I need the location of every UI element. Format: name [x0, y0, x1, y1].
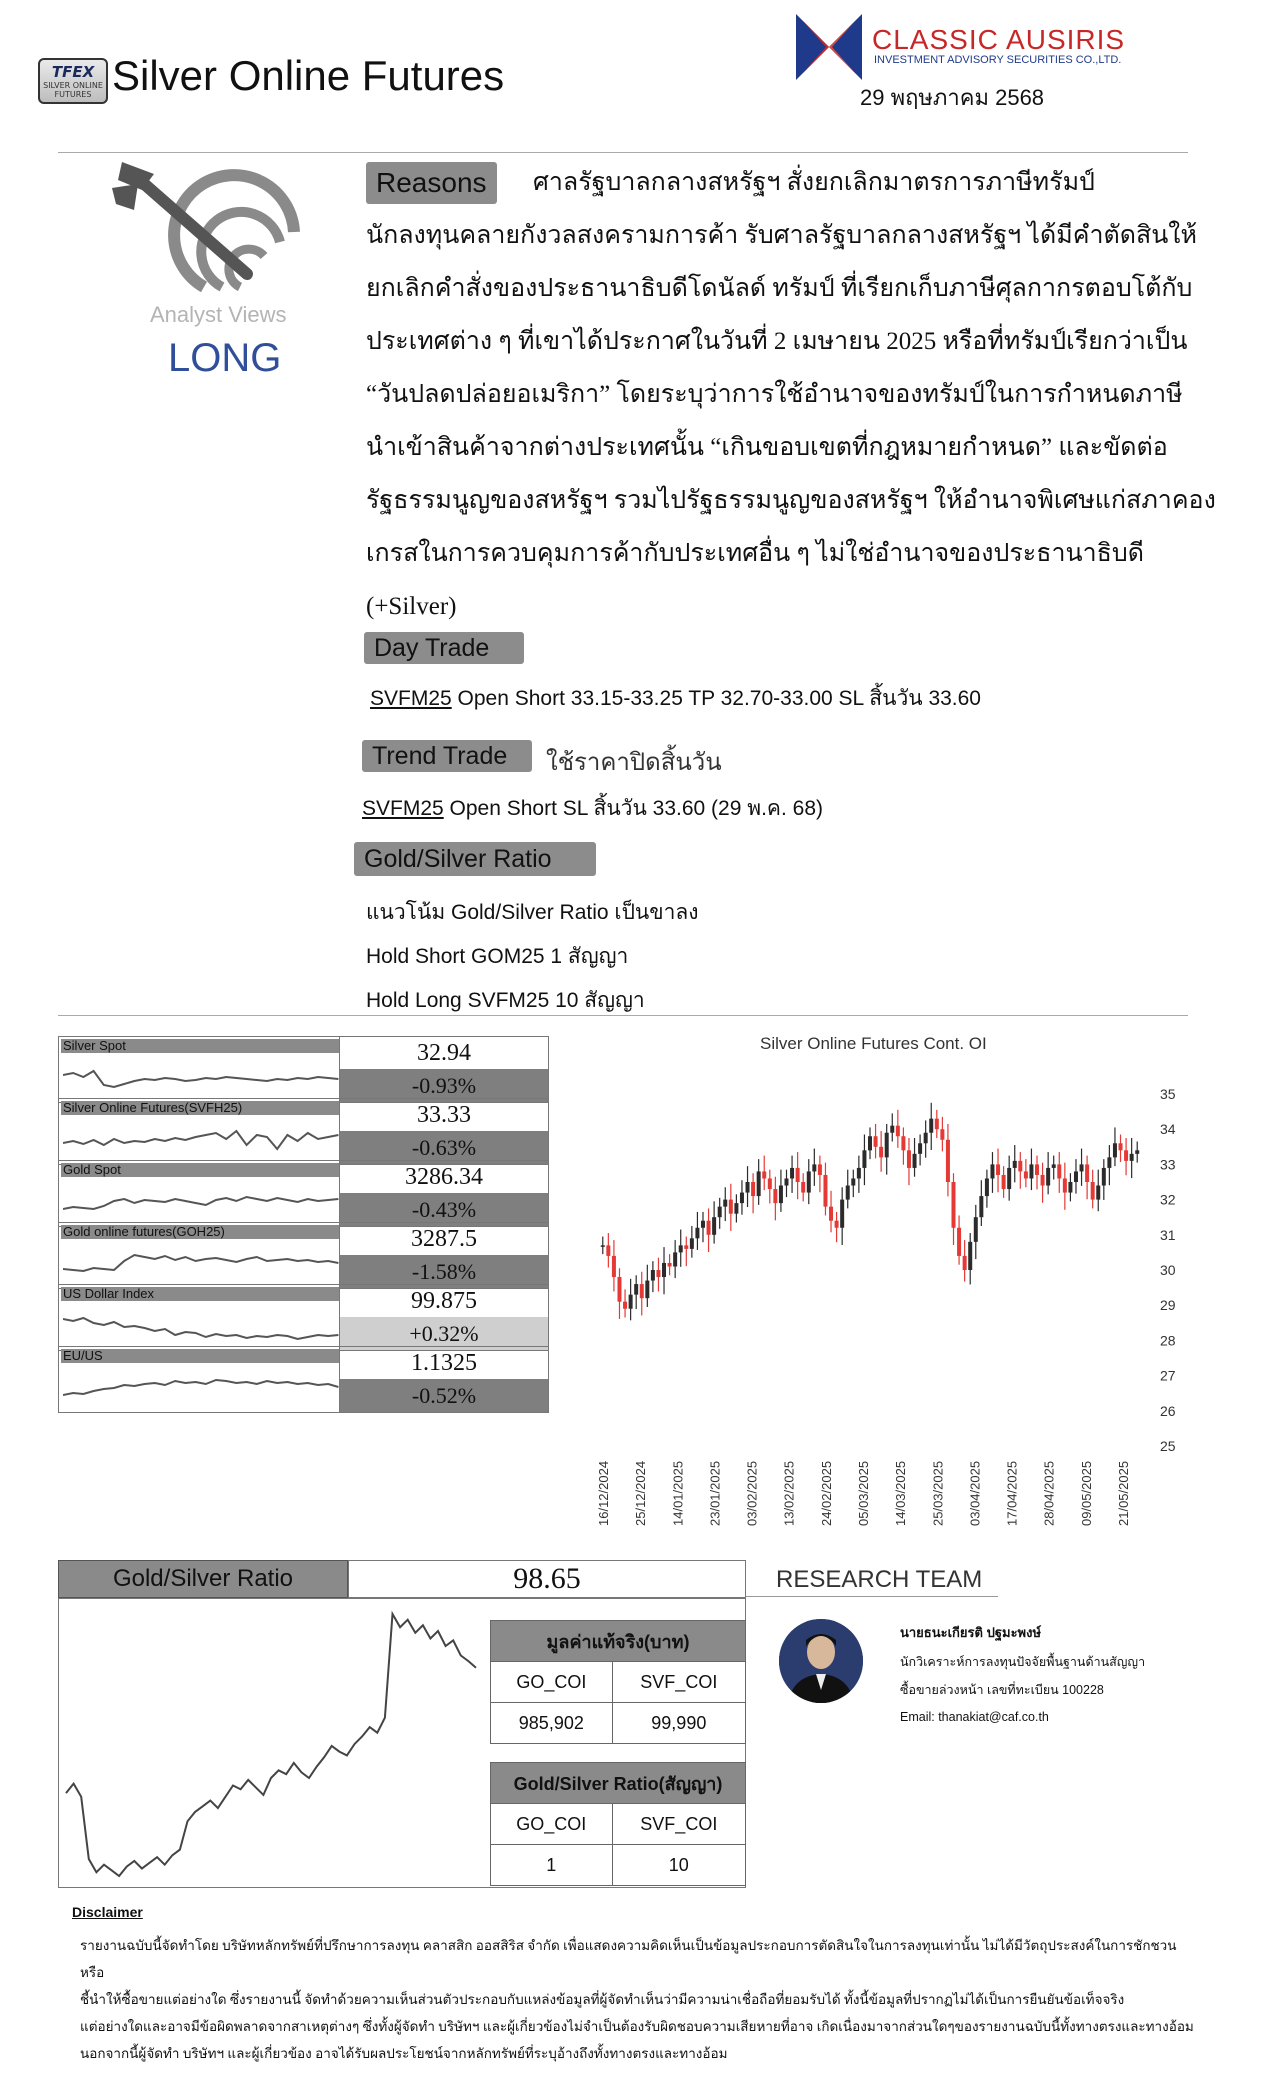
reasons-label: Reasons	[366, 162, 497, 204]
market-card-value: 32.94	[339, 1037, 548, 1069]
ratio-table-cell: 10	[612, 1845, 745, 1886]
market-card-label: EU/US	[61, 1349, 340, 1363]
x-tick-label: 09/05/2025	[1078, 1460, 1094, 1526]
candle-body	[929, 1119, 933, 1133]
ratio-table-cell: 1	[491, 1845, 613, 1886]
candle-body	[990, 1164, 994, 1178]
candle-body	[907, 1150, 911, 1168]
candle-body	[1091, 1182, 1095, 1200]
market-card	[58, 1036, 549, 1103]
market-card-sparkline	[63, 1179, 339, 1225]
market-card-label: US Dollar Index	[61, 1287, 340, 1301]
candle-body	[640, 1284, 644, 1298]
candle-body	[862, 1150, 866, 1168]
reasons-line: นำเข้าสินค้าจากต่างประเทศนั้น “เกินขอบเขตที่กฎหมายกำหนด” และขัดต่อ	[366, 434, 1168, 461]
analyst-avatar	[778, 1618, 864, 1704]
disclaimer-title: Disclaimer	[72, 1904, 143, 1920]
gs-ratio-box-value: 98.65	[348, 1560, 746, 1598]
value-table-header: GO_COI	[491, 1662, 613, 1703]
candle-body	[1135, 1150, 1139, 1154]
classic-ausiris-logo-icon	[796, 14, 862, 80]
gs-ratio-line-2: Hold Short GOM25 1 สัญญา	[366, 945, 629, 968]
candle-body	[740, 1193, 744, 1204]
candle-body	[734, 1203, 738, 1214]
candle-body	[629, 1295, 633, 1309]
x-tick-label: 16/12/2024	[596, 1460, 611, 1526]
market-card-label: Gold online futures(GOH25)	[61, 1225, 340, 1239]
candle-body	[762, 1171, 766, 1178]
candle-body	[684, 1245, 688, 1249]
candle-body	[885, 1133, 889, 1158]
candle-body	[712, 1217, 716, 1235]
gs-ratio-line-chart	[60, 1600, 490, 1886]
candle-body	[1052, 1164, 1056, 1168]
research-divider	[746, 1596, 998, 1597]
candle-body	[1057, 1164, 1061, 1178]
disclaimer-line: ชี้นำให้ซื้อขายแต่อย่างใด ซึ่งรายงานนี้ จัดทำด้วยความเห็นส่วนตัวประกอบกับแหล่งข้อมูลที่ผู้จัดทำเห็นว่ามีความน่าเชื่อถือที่ยอมรับได้ ทั้งนี้ข้อมูลที่ปรากฏไม่ได้เป็นการยืนยันข้อเท็จจริง	[80, 1992, 1125, 2007]
market-card	[58, 1098, 549, 1165]
candle-body	[1085, 1164, 1089, 1182]
candle-body	[768, 1178, 772, 1189]
candle-body	[656, 1270, 660, 1277]
candle-body	[1007, 1168, 1011, 1189]
candle-body	[1102, 1168, 1106, 1186]
candle-body	[1002, 1175, 1006, 1189]
candle-body	[823, 1175, 827, 1207]
x-tick-label: 03/04/2025	[967, 1460, 983, 1526]
candle-body	[846, 1186, 850, 1200]
candle-body	[968, 1242, 972, 1270]
candle-body	[940, 1129, 944, 1140]
value-table-header: SVF_COI	[612, 1662, 745, 1703]
candle-body	[1096, 1186, 1100, 1200]
x-tick-label: 25/12/2024	[633, 1460, 649, 1526]
x-tick-label: 14/01/2025	[670, 1460, 686, 1526]
candle-body	[979, 1196, 983, 1217]
y-tick-label: 34	[1160, 1121, 1176, 1138]
candle-body	[617, 1277, 621, 1302]
gs-ratio-line-3: Hold Long SVFM25 10 สัญญา	[366, 989, 645, 1012]
x-tick-label: 25/03/2025	[930, 1460, 946, 1526]
candle-body	[757, 1171, 761, 1196]
x-tick-label: 14/03/2025	[893, 1460, 909, 1526]
chart-title: Silver Online Futures Cont. OI	[760, 1034, 987, 1053]
market-card-sparkline	[63, 1303, 339, 1349]
candle-body	[918, 1143, 922, 1154]
market-card-change: -0.43%	[339, 1193, 548, 1226]
candle-body	[952, 1182, 956, 1228]
x-tick-label: 28/04/2025	[1041, 1460, 1057, 1526]
candle-body	[701, 1221, 705, 1228]
candle-body	[718, 1207, 722, 1218]
candle-body	[746, 1182, 750, 1193]
candle-body	[612, 1256, 616, 1277]
candle-body	[996, 1164, 1000, 1175]
x-tick-label: 21/05/2025	[1116, 1460, 1131, 1526]
candle-body	[634, 1284, 638, 1295]
candle-body	[818, 1164, 822, 1175]
market-card-sparkline	[63, 1117, 339, 1163]
market-card-value: 99.875	[339, 1285, 548, 1317]
candle-body	[606, 1245, 610, 1256]
market-card-label: Gold Spot	[61, 1163, 340, 1177]
market-card-value: 1.1325	[339, 1347, 548, 1379]
y-tick-label: 35	[1160, 1086, 1176, 1102]
candle-body	[1119, 1143, 1123, 1150]
candle-body	[801, 1182, 805, 1193]
analyst-email[interactable]: Email: thanakiat@caf.co.th	[900, 1710, 1049, 1724]
x-tick-label: 03/02/2025	[744, 1460, 760, 1526]
y-tick-label: 31	[1160, 1226, 1176, 1243]
analyst-name: นายธนะเกียรติ ปฐมะพงษ์	[900, 1625, 1042, 1640]
trend-trade-label: Trend Trade	[362, 740, 532, 772]
candle-body	[879, 1147, 883, 1158]
market-card-sparkline	[63, 1365, 339, 1411]
y-tick-label: 30	[1160, 1262, 1176, 1278]
x-tick-label: 23/01/2025	[707, 1460, 723, 1526]
candle-body	[751, 1182, 755, 1196]
candle-body	[651, 1270, 655, 1281]
candle-body	[1074, 1171, 1078, 1182]
tfex-logo-sub: SILVER ONLINE FUTURES	[43, 81, 103, 99]
market-card-value: 3287.5	[339, 1223, 548, 1255]
y-tick-label: 25	[1160, 1438, 1176, 1454]
candle-body	[601, 1245, 605, 1247]
disclaimer-line: แต่อย่างใดและอาจมีข้อผิดพลาดจากสาเหตุต่างๆ ซึ่งทั้งผู้จัดทำ บริษัทฯ และผู้เกี่ยวข้องไม่จำเป็นต้องรับผิดชอบความเสียหายที่อาจ เกิดเนื่องมาจากส่วนใดๆของรายงานฉบับนี้ทั้งทางตรงและทางอ้อม	[80, 2019, 1194, 2034]
x-tick-label: 24/02/2025	[818, 1460, 834, 1526]
market-card	[58, 1284, 549, 1351]
disclaimer-line: นอกจากนี้ผู้จัดทำ บริษัทฯ และผู้เกี่ยวข้อง อาจได้รับผลประโยชน์จากหลักทรัพย์ที่ระบุอ้างถึงทั้งทางตรงและทางอ้อม	[80, 2046, 728, 2061]
market-card-label: Silver Online Futures(SVFH25)	[61, 1101, 340, 1115]
candle-body	[1029, 1164, 1033, 1178]
market-card-label: Silver Spot	[61, 1039, 340, 1053]
disclaimer-body	[80, 1932, 1200, 2067]
trend-trade-line	[362, 792, 823, 825]
day-trade-line	[370, 682, 981, 715]
candle-body	[796, 1168, 800, 1182]
reasons-line: ศาลรัฐบาลกลางสหรัฐฯ สั่งยกเลิกมาตรการภาษีทรัมป์	[533, 169, 1095, 196]
candle-body	[707, 1221, 711, 1235]
candle-body	[835, 1221, 839, 1228]
candle-body	[773, 1189, 777, 1203]
market-card-value: 33.33	[339, 1099, 548, 1131]
candle-body	[924, 1133, 928, 1144]
day-trade-detail: Open Short 33.15-33.25 TP 32.70-33.00 SL สิ้นวัน 33.60	[451, 687, 981, 710]
candle-body	[807, 1171, 811, 1192]
value-table-title: มูลค่าแท้จริง(บาท)	[491, 1621, 746, 1662]
market-card	[58, 1222, 549, 1289]
market-card-change: +0.32%	[339, 1317, 548, 1350]
candle-body	[779, 1186, 783, 1204]
candle-body	[840, 1200, 844, 1228]
candle-body	[668, 1263, 672, 1267]
dart-target-icon	[112, 162, 302, 292]
reasons-body	[366, 156, 1246, 633]
candle-body	[1113, 1143, 1117, 1157]
market-card-sparkline	[63, 1055, 339, 1101]
trend-trade-symbol: SVFM25	[362, 797, 444, 820]
candle-body	[723, 1200, 727, 1207]
market-card	[58, 1346, 549, 1413]
candle-body	[957, 1228, 961, 1256]
ratio-table	[490, 1762, 746, 1886]
analyst-view-value: LONG	[168, 336, 282, 380]
candle-body	[645, 1281, 649, 1299]
market-card-change: -1.58%	[339, 1255, 548, 1288]
candle-body	[1063, 1178, 1067, 1192]
section-divider	[58, 1015, 1188, 1016]
tfex-logo	[38, 58, 108, 104]
candle-body	[1046, 1168, 1050, 1186]
reasons-line: เกรสในการควบคุมการค้ากับประเทศอื่น ๆ ไม่ใช่อำนาจของประธานาธิบดี	[366, 540, 1145, 567]
candle-body	[790, 1168, 794, 1179]
value-table-cell: 99,990	[612, 1703, 745, 1744]
candle-body	[690, 1238, 694, 1249]
candlestick-chart	[580, 1070, 1200, 1530]
gs-ratio-box-label: Gold/Silver Ratio	[58, 1560, 348, 1598]
research-team-heading: RESEARCH TEAM	[776, 1566, 983, 1593]
y-tick-label: 27	[1160, 1367, 1176, 1384]
analyst-role: นักวิเคราะห์การลงทุนปัจจัยพื้นฐานด้านสัญญา	[900, 1655, 1146, 1669]
candle-body	[673, 1252, 677, 1266]
y-tick-label: 29	[1160, 1297, 1176, 1314]
candle-body	[1024, 1171, 1028, 1178]
reasons-line: ประเทศต่าง ๆ ที่เขาได้ประกาศในวันที่ 2 เมษายน 2025 หรือที่ทรัมป์เรียกว่าเป็น	[366, 328, 1188, 355]
x-tick-label: 05/03/2025	[856, 1460, 871, 1526]
candle-body	[896, 1126, 900, 1137]
candle-body	[868, 1136, 872, 1150]
candle-body	[935, 1119, 939, 1130]
market-card	[58, 1160, 549, 1227]
ratio-table-header: SVF_COI	[612, 1804, 745, 1845]
analyst-views-label: Analyst Views	[150, 302, 287, 327]
y-tick-label: 26	[1160, 1402, 1176, 1419]
page-title: Silver Online Futures	[112, 52, 505, 99]
gs-ratio-line	[66, 1614, 476, 1876]
trend-trade-detail: Open Short SL สิ้นวัน 33.60 (29 พ.ค. 68)	[443, 797, 823, 820]
candle-body	[812, 1164, 816, 1171]
candle-body	[729, 1200, 733, 1214]
y-tick-label: 33	[1160, 1156, 1176, 1173]
candle-body	[695, 1228, 699, 1239]
tfex-logo-text: TFEX	[51, 63, 95, 81]
candle-body	[829, 1207, 833, 1221]
disclaimer-line: รายงานฉบับนี้จัดทำโดย บริษัทหลักทรัพย์ที่ปรึกษาการลงทุน คลาสสิก ออสสิริส จำกัด เพื่อแสดงความคิดเห็นเป็นข้อมูลประกอบการตัดสินใจในการลงทุนเท่านั้น ไม่ได้มีวัตถุประสงค์ในการชักชวน หรือ	[80, 1938, 1177, 1980]
candle-body	[890, 1126, 894, 1133]
reasons-line: (+Silver)	[366, 593, 457, 620]
candle-body	[662, 1263, 666, 1277]
reasons-line: รัฐธรรมนูญของสหรัฐฯ รวมไปรัฐธรรมนูญของสหรัฐฯ ให้อำนาจพิเศษแก่สภาคอง	[366, 487, 1216, 514]
market-card-change: -0.63%	[339, 1131, 548, 1164]
ratio-table-header: GO_COI	[491, 1804, 613, 1845]
candle-body	[985, 1178, 989, 1196]
gs-ratio-line-1: แนวโน้ม Gold/Silver Ratio เป็นขาลง	[366, 901, 699, 924]
x-tick-label: 17/04/2025	[1004, 1460, 1020, 1526]
candle-body	[1080, 1164, 1084, 1171]
gs-ratio-label: Gold/Silver Ratio	[354, 842, 596, 876]
candle-body	[874, 1136, 878, 1147]
value-table-cell: 985,902	[491, 1703, 613, 1744]
candle-body	[974, 1217, 978, 1242]
day-trade-label: Day Trade	[364, 632, 524, 664]
brand-subtitle: INVESTMENT ADVISORY SECURITIES CO.,LTD.	[874, 54, 1122, 66]
market-card-value: 3286.34	[339, 1161, 548, 1193]
candle-body	[623, 1302, 627, 1309]
y-tick-label: 28	[1160, 1332, 1176, 1349]
candle-body	[679, 1245, 683, 1252]
market-card-change: -0.52%	[339, 1379, 548, 1412]
candle-body	[901, 1136, 905, 1150]
candle-body	[784, 1178, 788, 1185]
candle-body	[1018, 1161, 1022, 1172]
market-card-change: -0.93%	[339, 1069, 548, 1102]
candle-body	[1130, 1154, 1134, 1161]
market-card-sparkline	[63, 1241, 339, 1287]
candle-body	[1107, 1157, 1111, 1168]
header-divider	[58, 152, 1188, 153]
value-table	[490, 1620, 746, 1744]
candle-body	[1013, 1161, 1017, 1168]
reasons-line: นักลงทุนคลายกังวลสงครามการค้า รับศาลรัฐบาลกลางสหรัฐฯ ได้มีคำตัดสินให้	[366, 222, 1197, 249]
report-date: 29 พฤษภาคม 2568	[860, 85, 1045, 110]
reasons-line: ยกเลิกคำสั่งของประธานาธิบดีโดนัลด์ ทรัมป์ ที่เรียกเก็บภาษีศุลกากรตอบโต้กับ	[366, 275, 1193, 302]
trend-trade-note: ใช้ราคาปิดสิ้นวัน	[546, 749, 722, 776]
reasons-line: “วันปลดปล่อยอเมริกา” โดยระบุว่าการใช้อำนาจของทรัมป์ในการกำหนดภาษี	[366, 381, 1183, 408]
day-trade-symbol: SVFM25	[370, 687, 452, 710]
candle-body	[913, 1154, 917, 1168]
x-tick-label: 13/02/2025	[781, 1460, 797, 1526]
candle-body	[1124, 1150, 1128, 1161]
candle-body	[1035, 1164, 1039, 1175]
candle-body	[1068, 1182, 1072, 1193]
brand-name: CLASSIC AUSIRIS	[872, 24, 1126, 55]
candle-body	[851, 1178, 855, 1185]
candle-body	[946, 1140, 950, 1182]
y-tick-label: 32	[1160, 1191, 1176, 1208]
ratio-table-title: Gold/Silver Ratio(สัญญา)	[491, 1763, 746, 1804]
candle-body	[963, 1256, 967, 1270]
analyst-license: ซื้อขายล่วงหน้า เลขที่ทะเบียน 100228	[900, 1683, 1104, 1697]
candle-body	[857, 1168, 861, 1179]
candle-body	[1041, 1175, 1045, 1186]
